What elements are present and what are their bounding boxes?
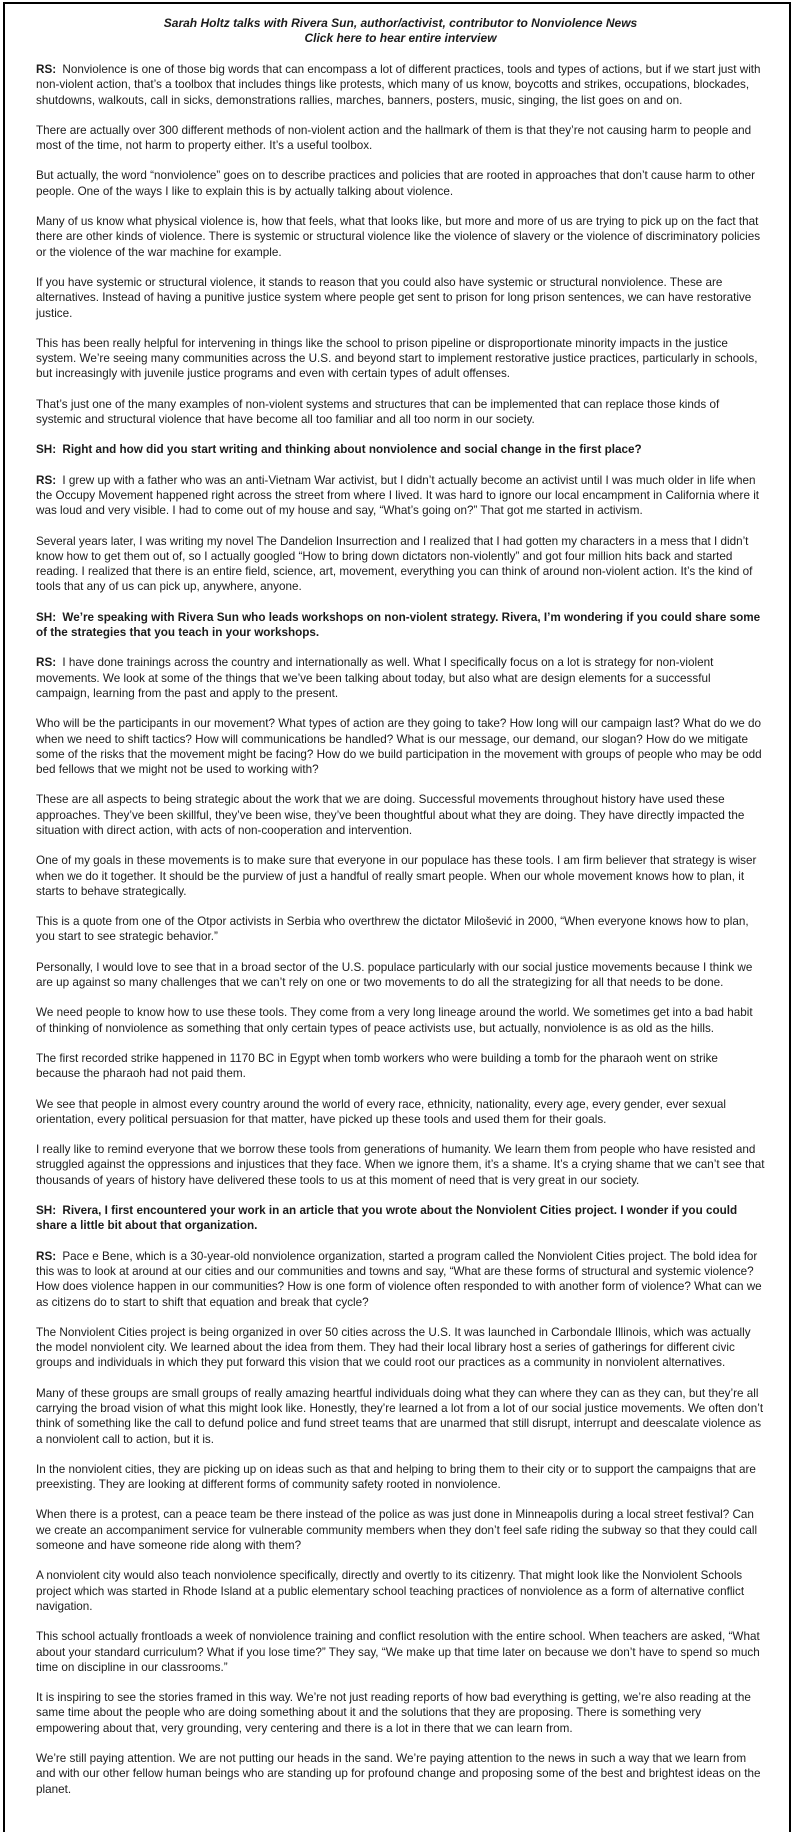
speaker-label: RS: [36,1249,57,1263]
paragraph-sh [36,442,765,457]
speaker-label: SH: [36,1204,57,1218]
paragraph-text: Personally, I would love to see that in a broad sector of the U.S. populace particularly with our social justice movements because I think we are up against so many challenges that we can’t rely on one or two movements to do all the strategizing for all that needs to be done. [36,960,753,990]
paragraph-text: Right and how did you start writing and thinking about nonviolence and social change in the first place? [62,443,642,457]
paragraph-text: I grew up with a father who was an anti-Vietnam War activist, but I didn’t actually become an activist until I was much older in life when the Occupy Movement happened right across the street from where I lived. It was hard to ignore our local encampment in California where it was loud and very visible. I had to come out of my house and say, “What’s going on?” That got me started in activism. [36,473,760,518]
paragraph-text: The first recorded strike happened in 1170 BC in Egypt when tomb workers who were building a tomb for the pharaoh went on strike because the pharaoh had not paid them. [36,1051,718,1081]
interview-audio-link[interactable]: Click here to hear entire interview [304,31,497,45]
paragraph-text: I really like to remind everyone that we borrow these tools from generations of humanity. We learn them from people who have resisted and struggled against the oppressions and injustices that they face. When we ignore them, it’s a shame. It’s a crying shame that we can’t see that thousands of years of history have delivered these tools to us at this moment of need that is very great in our society. [36,1143,765,1187]
paragraph-text: A nonviolent city would also teach nonviolence specifically, directly and overtly to its citizenry. That might look like the Nonviolent Schools project which was started in Rhode Island at a public elementary school teaching practices of nonviolence as a form of alternative conflict navigation. [36,1569,745,1613]
speaker-label: SH: [36,443,57,457]
paragraph [36,853,765,899]
interview-transcript [36,62,765,1797]
paragraph-text: We’re still paying attention. We are not putting our heads in the sand. We’re paying attention to the news in such a way that we learn from and with our other fellow human beings who are standing up for profound change and proposing some of the best and brightest ideas on the planet. [36,1752,761,1796]
paragraph-text: It is inspiring to see the stories framed in this way. We’re not just reading reports of how bad everything is getting, we’re also reading at the same time about the people who are doing something about it and the solutions that they are proposing. There is something very empowering about that, very grounding, very centering and there is a lot in there that we can learn from. [36,1691,751,1735]
speaker-label: RS: [36,656,57,670]
speaker-label: SH: [36,610,57,624]
paragraph-text: When there is a protest, can a peace team be there instead of the police as was just done in Minneapolis during a local street festival? Can we create an accompaniment service for vulnerable community members when they don’t feel safe riding the subway so that they could call someone and have someone ride along with them? [36,1508,758,1553]
paragraph [36,960,765,991]
document-page [3,2,791,1832]
paragraph-rs [36,473,765,519]
paragraph [36,275,765,321]
paragraph [36,168,765,199]
paragraph-text: We need people to know how to use these tools. They come from a very long lineage around the world. We sometimes get into a bad habit of thinking of nonviolence as something that only certain types of peace activists use, but actually, nonviolence is as old as the hills. [36,1006,753,1035]
paragraph-sh [36,610,765,641]
paragraph-text: This has been really helpful for intervening in things like the school to prison pipeline or disproportionate minority impacts in the justice system. We’re seeing many communities across the U.S. and beyond start to implement restorative justice practices, particularly in schools, but increasingly with juvenile justice programs and even with certain types of adult offenses. [36,336,758,381]
speaker-label: RS: [36,63,57,76]
paragraph-text: We see that people in almost every country around the world of every race, ethnicity, nationality, every age, every gender, ever sexual orientation, every political persuasion for that matter, have picked up these tools and used them for their goals. [36,1097,726,1126]
paragraph [36,336,765,382]
paragraph-text: I have done trainings across the country and internationally as well. What I specifically focus on a lot is strategy for non-violent movements. We look at some of the things that we’ve been talking about today, but also what are design elements for a successful campaign, learning from the past and apply to the present. [36,656,714,700]
paragraph [36,1568,765,1614]
paragraph-text: Rivera, I first encountered your work in an article that you wrote about the Nonviolent Cities project. I wonder if you could share a little bit about that organization. [36,1204,738,1233]
paragraph-rs [36,62,765,108]
paragraph-text: One of my goals in these movements is to make sure that everyone in our populace has these tools. I am firm believer that strategy is wiser when we do it together. It should be the purview of just a handful of really smart people. When our whole movement knows how to plan, it starts to behave strategically. [36,854,757,898]
paragraph-text: In the nonviolent cities, they are picking up on ideas such as that and helping to bring them to their city or to support the campaigns that are preexisting. They are looking at different forms of community safety rooted in nonviolence. [36,1462,756,1492]
paragraph-text: Nonviolence is one of those big words that can encompass a lot of different practices, tools and types of actions, but if we start just with non-violent action, that’s a toolbox that includes things like protests, which many of us know, boycotts and strikes, occupations, blockades, shutdowns, walkouts, call in sicks, demonstrations rallies, marches, banners, posters, music, singing, the list goes on and on. [36,63,761,107]
paragraph-text: These are all aspects to being strategic about the work that we are doing. Successful movements throughout history have used these approaches. They’ve been skillful, they’ve been wise, they’ve been thoughtful about what they are doing. They have directly impacted the situation with direct action, with acts of non-cooperation and intervention. [36,793,745,837]
paragraph [36,397,765,428]
paragraph [36,1507,765,1553]
paragraph-text: That’s just one of the many examples of non-violent systems and structures that can be implemented that can replace those kinds of systemic and structural violence that have become all too familiar and all too norm in our society. [36,397,720,427]
paragraph-text: If you have systemic or structural violence, it stands to reason that you could also have systemic or structural nonviolence. These are alternatives. Instead of having a punitive justice system where people get sent to prison for long prison sentences, we can have restorative justice. [36,275,752,320]
paragraph [36,716,765,777]
paragraph [36,1629,765,1675]
paragraph [36,1325,765,1371]
paragraph-sh [36,1203,765,1234]
paragraph-text: The Nonviolent Cities project is being organized in over 50 cities across the U.S. It was launched in Carbondale Illinois, which was actually the model nonviolent city. We learned about the idea from them. They had their local library host a series of gatherings for different civic groups and individuals in which they put forward this vision that we could root our practices as a community in nonviolent alternatives. [36,1325,751,1370]
paragraph-text: This is a quote from one of the Otpor activists in Serbia who overthrew the dictator Milošević in 2000, “When everyone knows how to plan, you start to see strategic behavior.” [36,915,749,944]
paragraph [36,1751,765,1797]
speaker-label: RS: [36,473,57,487]
paragraph [36,534,765,595]
paragraph-text: We’re speaking with Rivera Sun who leads workshops on non-violent strategy. Rivera, I’m wondering if you could share some of the strategies that you teach in your workshops. [36,610,761,640]
paragraph [36,214,765,260]
paragraph [36,1005,765,1036]
paragraph-text: Many of these groups are small groups of really amazing heartful individuals doing what they can where they can as they can, but they’re all carrying the broad vision of what this might look like. Honestly, they’re learned a lot from a lot of our social justice movements. We often don’t think of something like the call to defund police and fund street teams that are unarmed that still disrupt, interrupt and deescalate violence as a nonviolent call to action, but it is. [36,1386,764,1446]
paragraph [36,1462,765,1493]
document-header [36,16,765,46]
paragraph-text: But actually, the word “nonviolence” goes on to describe practices and policies that are rooted in approaches that don’t cause harm to other people. One of the ways I like to explain this is by actually talking about violence. [36,169,755,198]
paragraph [36,1386,765,1447]
paragraph-rs [36,655,765,701]
paragraph [36,1690,765,1736]
paragraph-text: There are actually over 300 different methods of non-violent action and the hallmark of them is that they’re not causing harm to people and most of the time, not harm to property either. It’s a useful toolbox. [36,123,752,153]
paragraph-text: This school actually frontloads a week of nonviolence training and conflict resolution with the entire school. When teachers are asked, “What about your standard curriculum? What if you lose time?” They say, “We make up that time later on because we don’t have to spend so much time on discipline in our classrooms.” [36,1630,760,1674]
paragraph-text: Pace e Bene, which is a 30-year-old nonviolence organization, started a program called the Nonviolent Cities project. The bold idea for this was to look at around at our cities and our communities and towns and say, “What are these forms of structural and systemic violence? How does violence happen in our communities? How is one form of violence often responded to with another form of violence? What can we as citizens do to start to shift that equation and break that cycle? [36,1249,762,1309]
paragraph [36,1097,765,1128]
paragraph [36,123,765,154]
paragraph-text: Many of us know what physical violence is, how that feels, what that looks like, but more and more of us are trying to pick up on the fact that there are other kinds of violence. There is systemic or structural violence like the violence of slavery or the violence of discriminatory policies or the violence of the war machine for example. [36,215,761,259]
page-title: Sarah Holtz talks with Rivera Sun, author/activist, contributor to Nonviolence News [163,16,638,30]
paragraph-text: Several years later, I was writing my novel The Dandelion Insurrection and I realized that I had gotten my characters in a mess that I didn’t know how to get them out of, so I actually googled “How to bring down dictators non-violently” and got four million hits back and started reading. I realized that there is an entire field, science, art, movement, everything you can think of around non-violent action. It’s the kind of tools that any of us can pick up, anywhere, anyone. [36,534,753,594]
paragraph [36,1142,765,1188]
paragraph [36,914,765,945]
paragraph-rs [36,1249,765,1310]
paragraph-text: Who will be the participants in our movement? What types of action are they going to take? How long will our campaign last? What do we do when we need to shift tactics? How will communications be handled? What is our message, our demand, our slogan? How do we mitigate some of the risks that the movement might be facing? How do we build participation in the movement with groups of people who may be odd bed fellows that we might not be used to working with? [36,717,762,777]
paragraph [36,1051,765,1082]
paragraph [36,792,765,838]
